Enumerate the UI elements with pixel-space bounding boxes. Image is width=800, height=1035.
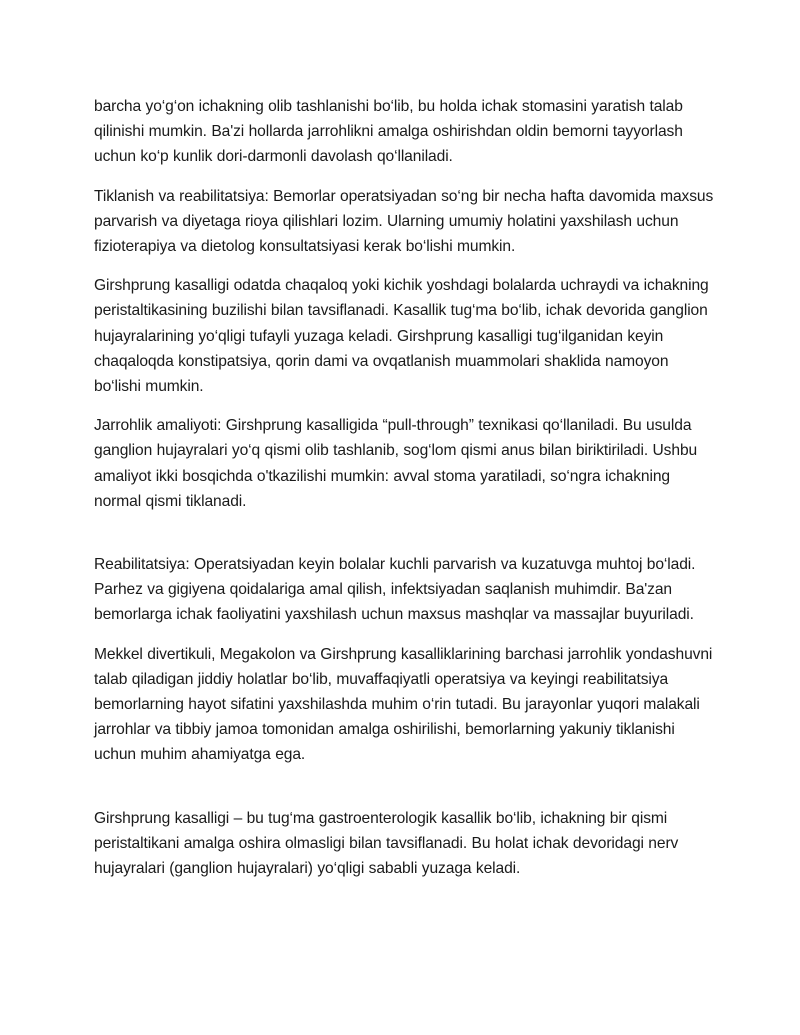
paragraph-stoma-continuation: barcha yo‘g‘on ichakning olib tashlanishi bo‘lib, bu holda ichak stomasini yaratish talab qilinishi mumkin. Ba'zi hollarda jarrohlikni amalga oshirishdan oldin bemorni tayyorlash uchun ko‘p kunlik dori-darmonli davolash qo‘llaniladi. (94, 98, 683, 166)
paragraph-rehabilitation: Reabilitatsiya: Operatsiyadan keyin bolalar kuchli parvarish va kuzatuvga muhtoj bo‘ladi. Parhez va gigiyena qoidalariga amal qilish, infektsiyadan saqlanish muhimdir. Ba'zan bemorlarga ichak faoliyatini yaxshilash uchun maxsus mashqlar va massajlar buyuriladi. (94, 556, 696, 624)
paragraph-hirschsprung-overview: Girshprung kasalligi odatda chaqaloq yoki kichik yoshdagi bolalarda uchraydi va ichakning peristaltikasining buzilishi bilan tavsiflanadi. Kasallik tug‘ma bo‘lib, ichak devorida ganglion hujayralarining yo‘qligi tufayli yuzaga keladi. Girshprung kasalligi tug‘ilganidan keyin chaqaloqda konstipatsiya, qorin dami va ovqatlanish muammolari shaklida namoyon bo‘lishi mumkin. (94, 277, 709, 396)
paragraph-surgical-procedure: Jarrohlik amaliyoti: Girshprung kasalligida “pull-through” texnikasi qo‘llaniladi. Bu usulda ganglion hujayralari yo‘q qismi olib tashlanib, sog‘lom qismi anus bilan biriktiriladi. Ushbu amaliyot ikki bosqichda o'tkazilishi mumkin: avval stoma yaratiladi, so‘ngra ichakning normal qismi tiklanadi. (94, 417, 698, 510)
paragraph-hirschsprung-definition: Girshprung kasalligi – bu tug‘ma gastroenterologik kasallik bo‘lib, ichakning bir qismi peristaltikani amalga oshira olmasligi bilan tavsiflanadi. Bu holat ichak devoridagi nerv hujayralari (ganglion hujayralari) yo‘qligi sababli yuzaga keladi. (94, 809, 679, 878)
document-page (94, 94, 714, 895)
paragraph-recovery-rehabilitation: Tiklanish va reabilitatsiya: Bemorlar operatsiyadan so‘ng bir necha hafta davomida maxsus parvarish va diyetaga rioya qilishlari lozim. Ularning umumiy holatini yaxshilash uchun fizioterapiya va dietolog konsultatsiyasi kerak bo‘lishi mumkin. (94, 187, 714, 256)
paragraph-summary: Mekkel divertikuli, Megakolon va Girshprung kasalliklarining barchasi jarrohlik yondashuvni talab qiladigan jiddiy holatlar bo‘lib, muvaffaqiyatli operatsiya va keyingi reabilitatsiya bemorlarning hayot sifatini yaxshilashda muhim o‘rin tutadi. Bu jarayonlar yuqori malakali jarrohlar va tibbiy jamoa tomonidan amalga oshirilishi, bemorlarning yakuniy tiklanishi uchun muhim ahamiyatga ega. (94, 645, 713, 764)
